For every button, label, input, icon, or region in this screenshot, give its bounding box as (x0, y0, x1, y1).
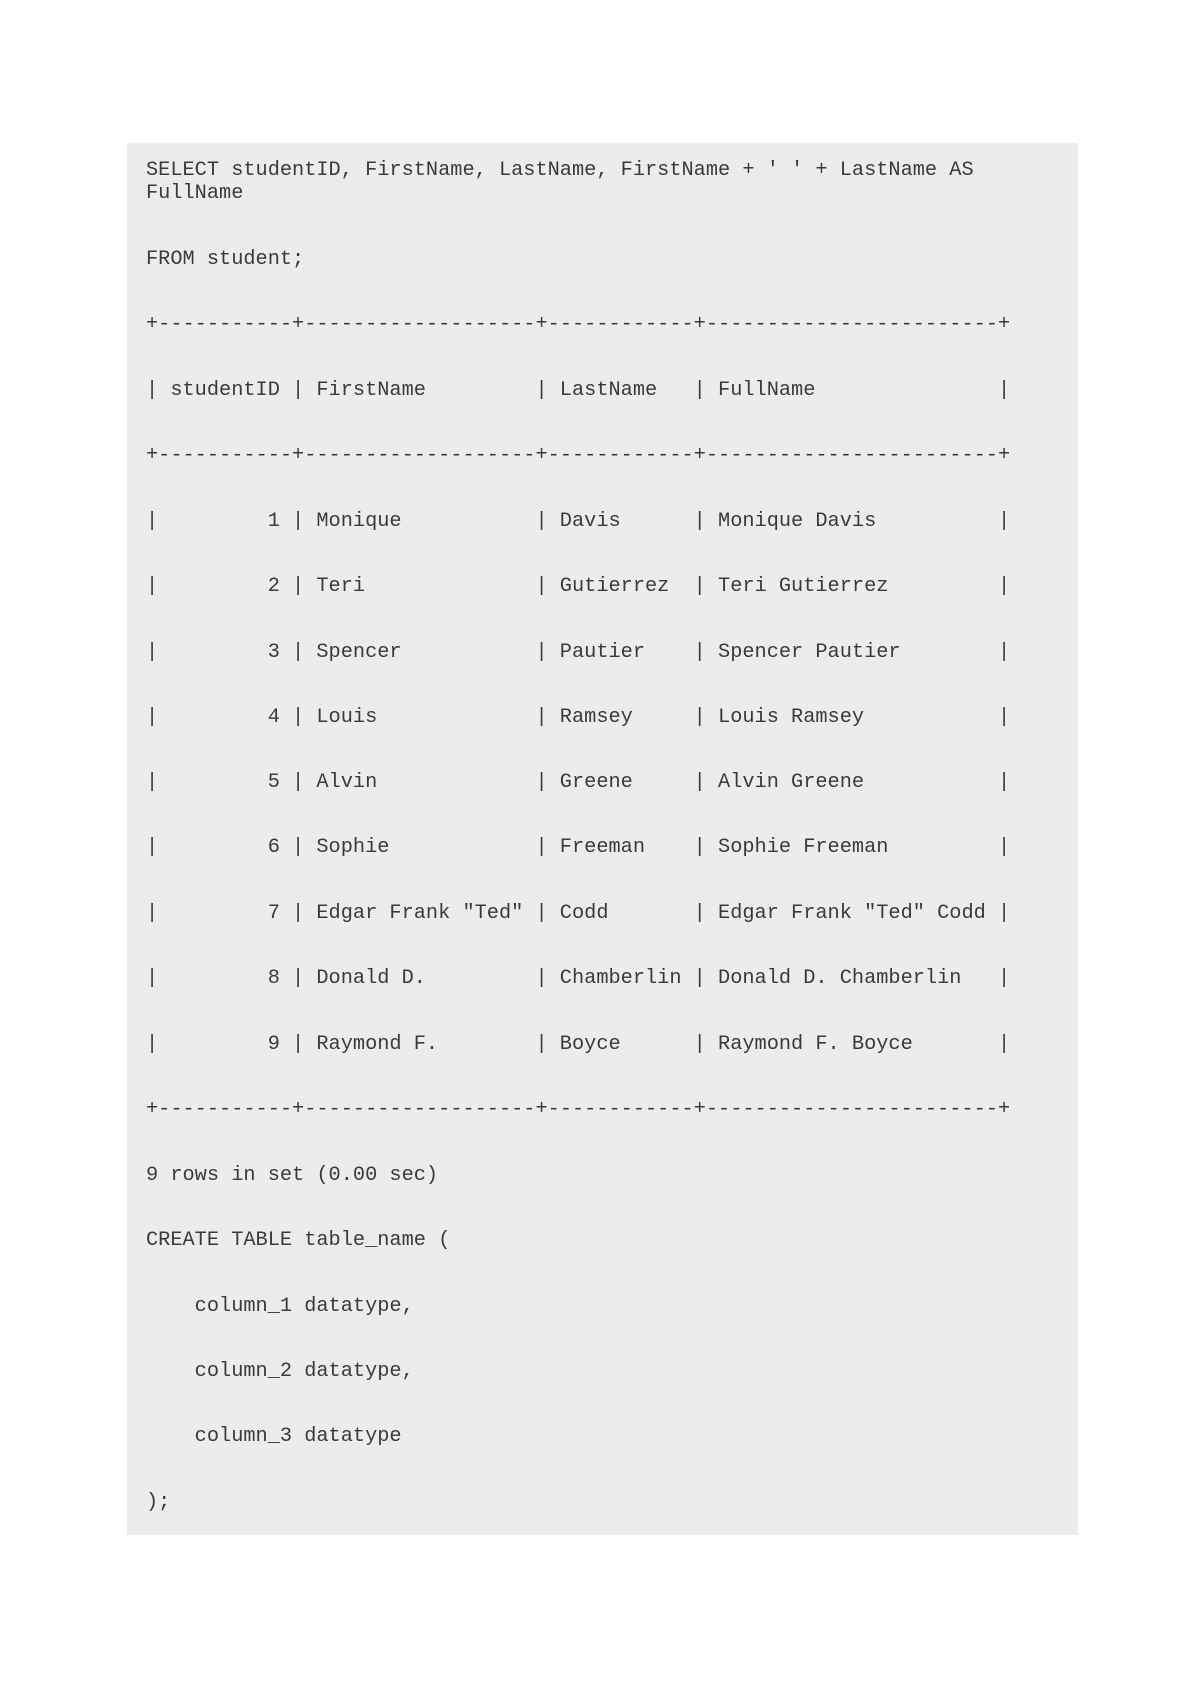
code-line: SELECT studentID, FirstName, LastName, FirstName + ' ' + LastName AS (146, 159, 974, 182)
table-row: | 9 | Raymond F. | Boyce | Raymond F. Boyce | (146, 1033, 1011, 1056)
table-border-line: +-----------+-------------------+------------+------------------------+ (146, 1098, 1011, 1121)
code-line: CREATE TABLE table_name ( (146, 1229, 451, 1252)
code-block (127, 143, 1078, 1535)
table-row: | 4 | Louis | Ramsey | Louis Ramsey | (146, 706, 1011, 729)
code-line: FullName (146, 182, 244, 205)
code-line: column_1 datatype, (146, 1295, 414, 1318)
table-row: | 2 | Teri | Gutierrez | Teri Gutierrez | (146, 575, 1011, 598)
result-summary: 9 rows in set (0.00 sec) (146, 1164, 439, 1187)
table-border-line: +-----------+-------------------+------------+------------------------+ (146, 444, 1011, 467)
table-row: | 3 | Spencer | Pautier | Spencer Pautier | (146, 641, 1011, 664)
table-row: | 1 | Monique | Davis | Monique Davis | (146, 510, 1011, 533)
table-row: | 7 | Edgar Frank "Ted" | Codd | Edgar Frank "Ted" Codd | (146, 902, 1011, 925)
table-row: | 6 | Sophie | Freeman | Sophie Freeman | (146, 836, 1011, 859)
table-header-row: | studentID | FirstName | LastName | FullName | (146, 379, 1011, 402)
code-line: column_3 datatype (146, 1425, 402, 1448)
table-row: | 8 | Donald D. | Chamberlin | Donald D. Chamberlin | (146, 967, 1011, 990)
table-row: | 5 | Alvin | Greene | Alvin Greene | (146, 771, 1011, 794)
code-line: ); (146, 1491, 171, 1514)
table-border-line: +-----------+-------------------+------------+------------------------+ (146, 313, 1011, 336)
code-line: column_2 datatype, (146, 1360, 414, 1383)
code-line: FROM student; (146, 248, 305, 271)
